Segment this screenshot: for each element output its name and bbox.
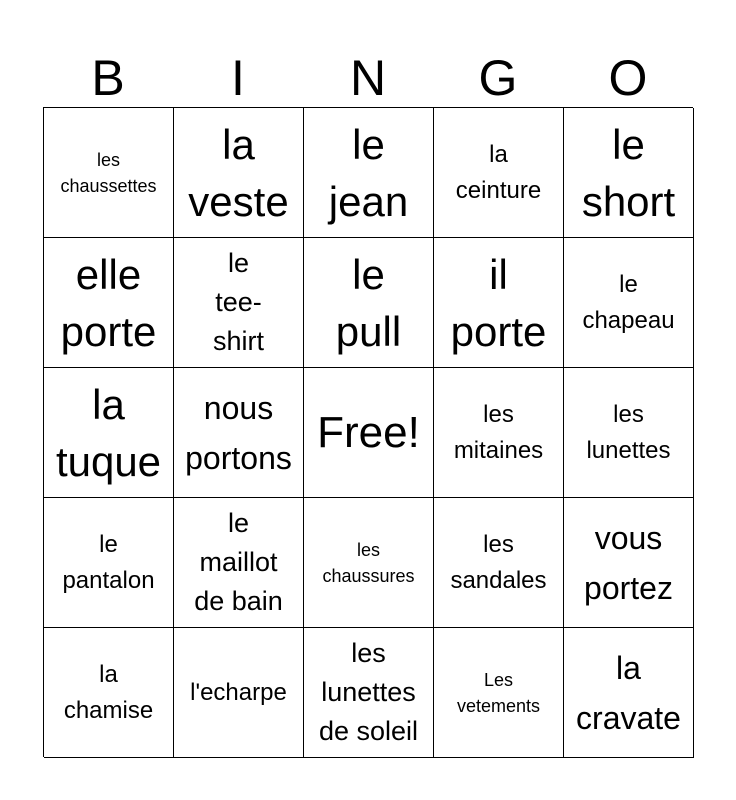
cell-label: le tee- shirt xyxy=(212,248,264,356)
cell-label: l'echarpe xyxy=(190,678,287,706)
bingo-cell-r4c1[interactable] xyxy=(44,498,174,628)
header-letter-g: G xyxy=(478,50,518,106)
cell-label: la veste xyxy=(188,120,289,225)
bingo-cell-r3c2[interactable] xyxy=(174,368,304,498)
cell-label: les sandales xyxy=(450,530,547,594)
cell-label: elle porte xyxy=(60,250,157,355)
cell-label: les chaussures xyxy=(322,539,415,586)
cell-label: la tuque xyxy=(55,380,162,485)
bingo-cell-r2c1[interactable] xyxy=(44,238,174,368)
cell-label: il porte xyxy=(450,250,547,355)
cell-label: la cravate xyxy=(576,649,681,736)
cell-label: nous portons xyxy=(185,389,292,476)
bingo-cell-r4c4[interactable] xyxy=(434,498,564,628)
cell-label: Les vetements xyxy=(456,669,541,716)
bingo-board xyxy=(43,107,693,757)
bingo-cell-r1c2[interactable] xyxy=(174,108,304,238)
bingo-cell-r4c3[interactable] xyxy=(304,498,434,628)
cell-label: le short xyxy=(581,120,676,225)
bingo-cell-r1c4[interactable] xyxy=(434,108,564,238)
header-letter-n: N xyxy=(349,50,387,106)
bingo-cell-r3c1[interactable] xyxy=(44,368,174,498)
bingo-cell-r1c5[interactable] xyxy=(564,108,694,238)
bingo-cell-r5c3[interactable] xyxy=(304,628,434,758)
cell-label: le maillot de bain xyxy=(194,508,283,616)
cell-label: les lunettes xyxy=(586,400,671,464)
cell-label: les chaussettes xyxy=(60,149,157,196)
free-space-cell[interactable] xyxy=(304,368,434,498)
header-letter-i: I xyxy=(231,50,245,106)
cell-label: les lunettes de soleil xyxy=(318,638,419,746)
cell-label: le pantalon xyxy=(62,530,155,594)
cell-label: la ceinture xyxy=(455,140,542,204)
cell-label: le jean xyxy=(328,120,409,225)
bingo-cell-r1c1[interactable] xyxy=(44,108,174,238)
bingo-cell-r3c4[interactable] xyxy=(434,368,564,498)
bingo-cell-r3c5[interactable] xyxy=(564,368,694,498)
header-letter-o: O xyxy=(608,50,648,106)
bingo-cell-r2c3[interactable] xyxy=(304,238,434,368)
bingo-cell-r5c5[interactable] xyxy=(564,628,694,758)
header-letter-b: B xyxy=(91,50,125,106)
bingo-cell-r4c5[interactable] xyxy=(564,498,694,628)
bingo-cell-r5c4[interactable] xyxy=(434,628,564,758)
bingo-cell-r4c2[interactable] xyxy=(174,498,304,628)
cell-label: la chamise xyxy=(63,660,154,724)
bingo-cell-r5c1[interactable] xyxy=(44,628,174,758)
cell-label: le pull xyxy=(335,250,402,355)
bingo-cell-r2c2[interactable] xyxy=(174,238,304,368)
bingo-cell-r1c3[interactable] xyxy=(304,108,434,238)
bingo-cell-r2c4[interactable] xyxy=(434,238,564,368)
cell-label: les mitaines xyxy=(453,400,544,464)
bingo-cell-r5c2[interactable] xyxy=(174,628,304,758)
cell-label: le chapeau xyxy=(582,270,675,334)
bingo-header xyxy=(43,50,693,106)
cell-label: Free! xyxy=(317,407,420,457)
bingo-cell-r2c5[interactable] xyxy=(564,238,694,368)
cell-label: vous portez xyxy=(584,519,673,606)
